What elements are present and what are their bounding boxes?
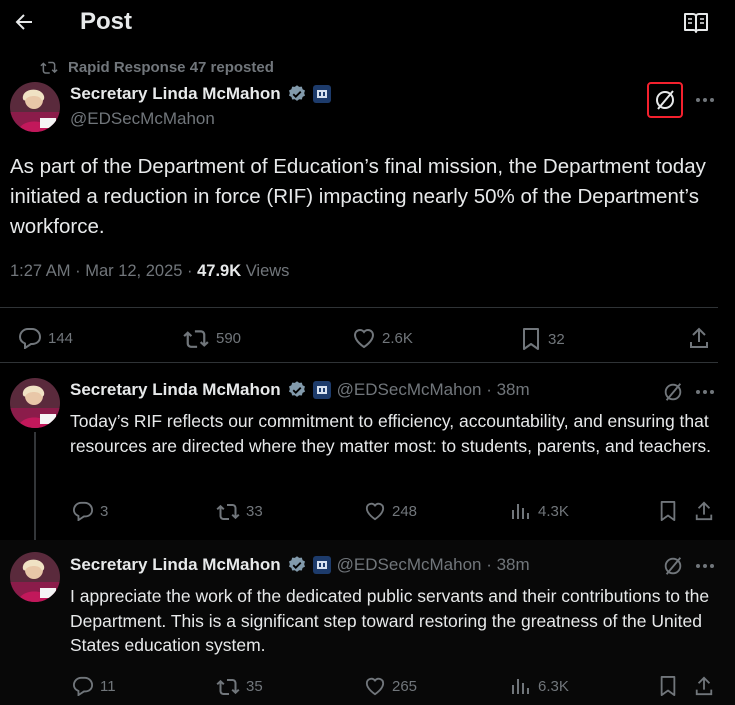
like-count: 265 <box>392 677 418 695</box>
share-icon <box>694 675 714 697</box>
share-button[interactable] <box>688 326 710 350</box>
verified-badge-icon[interactable] <box>287 380 307 400</box>
author-handle[interactable]: @EDSecMcMahon <box>70 109 215 128</box>
like-count: 2.6K <box>382 329 413 347</box>
government-affiliation-icon[interactable] <box>313 556 331 574</box>
reply-count: 3 <box>100 502 109 520</box>
views-count: 4.3K <box>538 502 569 520</box>
reply-header <box>70 555 530 575</box>
reply-icon <box>72 676 94 696</box>
verified-badge-icon[interactable] <box>287 555 307 575</box>
repost-button[interactable] <box>216 501 263 521</box>
thread-connector <box>34 432 36 550</box>
repost-count: 35 <box>246 677 263 695</box>
post-timestamp[interactable]: 1:27 AM · Mar 12, 2025 · <box>10 262 198 280</box>
post-text: As part of the Department of Education’s final mission, the Department today initiated a reduction in force (RIF) impacting nearly 50% of the Department’s workforce. <box>10 155 706 238</box>
bookmark-button[interactable] <box>658 500 678 522</box>
views-button[interactable] <box>510 501 569 521</box>
bookmark-button[interactable] <box>520 327 565 351</box>
grok-icon[interactable] <box>662 381 684 403</box>
bookmark-count: 32 <box>548 330 565 348</box>
repost-button[interactable] <box>216 676 263 696</box>
share-button[interactable] <box>694 675 714 697</box>
reply-icon <box>18 327 42 349</box>
bookmark-icon <box>658 500 678 522</box>
more-options-icon[interactable] <box>694 556 716 576</box>
reply-count: 144 <box>48 329 74 347</box>
more-options-icon[interactable] <box>694 382 716 402</box>
reply-text: I appreciate the work of the dedicated public servants and their contributions to the Department. This is a significant step toward restoring the greatness of the United States education system. <box>70 586 710 655</box>
views-label: Views <box>241 262 290 280</box>
repost-icon <box>216 676 240 696</box>
repost-icon <box>40 59 58 75</box>
reply-icon <box>72 501 94 521</box>
page-title: Post <box>80 8 133 35</box>
divider <box>0 307 718 308</box>
like-button[interactable] <box>364 501 417 521</box>
reply-header <box>70 380 530 400</box>
author-name[interactable]: Secretary Linda McMahon <box>70 555 281 574</box>
reply-count: 11 <box>100 677 116 695</box>
bookmark-icon <box>658 675 678 697</box>
author-handle-time[interactable]: @EDSecMcMahon · 38m <box>336 380 530 399</box>
bookmark-button[interactable] <box>658 675 678 697</box>
repost-indicator[interactable] <box>40 58 274 76</box>
views-chart-icon <box>510 676 532 696</box>
grok-icon <box>653 88 677 112</box>
heart-icon <box>364 676 386 696</box>
more-options-icon[interactable] <box>694 90 716 110</box>
like-count: 248 <box>392 502 418 520</box>
reply-text: Today’s RIF reflects our commitment to efficiency, accountability, and ensuring that resources are directed where they matter most: to students, parents, and teachers. <box>70 411 712 456</box>
avatar[interactable] <box>10 552 60 602</box>
author-name[interactable]: Secretary Linda McMahon <box>70 84 281 103</box>
repost-count: 33 <box>246 502 263 520</box>
views-count: 6.3K <box>538 677 569 695</box>
bookmark-icon <box>520 327 542 351</box>
share-icon <box>688 326 710 350</box>
heart-icon <box>364 501 386 521</box>
repost-count: 590 <box>216 329 242 347</box>
share-icon <box>694 500 714 522</box>
reply-button[interactable] <box>72 676 116 696</box>
author-handle-time[interactable]: @EDSecMcMahon · 38m <box>336 555 530 574</box>
avatar[interactable] <box>10 378 60 428</box>
grok-icon[interactable] <box>662 555 684 577</box>
views-chart-icon <box>510 501 532 521</box>
repost-button[interactable] <box>182 327 241 349</box>
grok-button[interactable] <box>647 82 683 118</box>
share-button[interactable] <box>694 500 714 522</box>
avatar[interactable] <box>10 82 60 132</box>
repost-icon <box>216 501 240 521</box>
verified-badge-icon[interactable] <box>287 84 307 104</box>
views-count: 47.9K <box>197 262 242 280</box>
repost-icon <box>182 327 210 349</box>
repost-label: Rapid Response 47 reposted <box>68 58 274 76</box>
government-affiliation-icon[interactable] <box>313 85 331 103</box>
post-meta <box>10 262 289 281</box>
back-arrow-icon[interactable] <box>12 10 36 34</box>
reader-mode-icon[interactable] <box>683 12 709 34</box>
divider <box>0 362 718 363</box>
views-button[interactable] <box>510 676 569 696</box>
heart-icon <box>352 327 376 349</box>
like-button[interactable] <box>364 676 417 696</box>
author-name[interactable]: Secretary Linda McMahon <box>70 380 281 399</box>
like-button[interactable] <box>352 327 413 349</box>
reply-button[interactable] <box>18 327 73 349</box>
government-affiliation-icon[interactable] <box>313 381 331 399</box>
reply-button[interactable] <box>72 501 108 521</box>
